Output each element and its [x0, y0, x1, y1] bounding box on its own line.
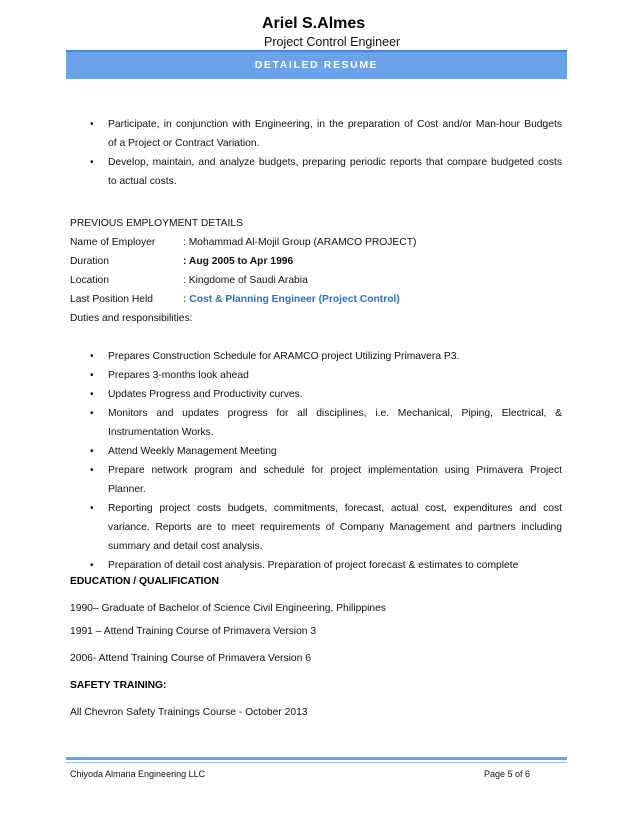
duty-line: Updates Progress and Productivity curves.	[108, 389, 303, 400]
bullet-icon: •	[90, 503, 94, 514]
employer-label: Name of Employer	[70, 237, 156, 248]
bullet-icon: •	[90, 446, 94, 457]
education-item: 2006- Attend Training Course of Primavera Version 6	[70, 653, 311, 664]
safety-item: All Chevron Safety Trainings Course - October 2013	[70, 707, 308, 718]
bullet-line: of a Project or Contract Variation.	[108, 138, 260, 149]
duty-line: Planner.	[108, 484, 146, 495]
employer-value: : Mohammad Al-Mojil Group (ARAMCO PROJECT)	[183, 237, 417, 248]
duty-line: summary and detail cost analysis.	[108, 541, 263, 552]
bullet-icon: •	[90, 408, 94, 419]
bullet-line: Develop, maintain, and analyze budgets, preparing periodic reports that compare budgeted costs	[108, 157, 562, 168]
duty-line: Prepare network program and schedule for project implementation using Primavera Project	[108, 465, 562, 476]
duty-line: Prepares 3-months look ahead	[108, 370, 249, 381]
footer-rule-thin	[66, 762, 567, 763]
position-label: Last Position Held	[70, 294, 153, 305]
bullet-icon: •	[90, 560, 94, 571]
banner-text: DETAILED RESUME	[254, 59, 379, 71]
education-item: 1990– Graduate of Bachelor of Science Civil Engineering, Philippines	[70, 603, 386, 614]
footer-rule	[66, 757, 567, 760]
bullet-icon: •	[90, 465, 94, 476]
education-item: 1991 – Attend Training Course of Primavera Version 3	[70, 626, 317, 637]
duty-line: Instrumentation Works.	[108, 427, 214, 438]
bullet-icon: •	[90, 157, 94, 168]
duty-line: Monitors and updates progress for all disciplines, i.e. Mechanical, Piping, Electrical, &	[108, 408, 562, 419]
location-label: Location	[70, 275, 109, 286]
bullet-line: to actual costs.	[108, 176, 177, 187]
bullet-icon: •	[90, 351, 94, 362]
safety-heading: SAFETY TRAINING:	[70, 680, 167, 691]
section-banner	[66, 50, 567, 79]
duties-label: Duties and responsibilities:	[70, 313, 193, 324]
footer-company: Chiyoda Almana Engineering LLC	[70, 769, 206, 779]
candidate-title: Project Control Engineer	[264, 35, 401, 49]
duty-line: Prepares Construction Schedule for ARAMCO project Utilizing Primavera P3.	[108, 351, 460, 362]
footer-page-number: Page 5 of 6	[484, 769, 531, 779]
duration-label: Duration	[70, 256, 109, 267]
duty-line: Attend Weekly Management Meeting	[108, 446, 277, 457]
employment-heading: PREVIOUS EMPLOYMENT DETAILS	[70, 218, 243, 229]
duration-value: : Aug 2005 to Apr 1996	[183, 256, 294, 267]
bullet-icon: •	[90, 119, 94, 130]
bullet-line: Participate, in conjunction with Engineering, in the preparation of Cost and/or Man-hour Budgets	[108, 119, 562, 130]
education-heading: EDUCATION / QUALIFICATION	[70, 576, 219, 587]
position-value: : Cost & Planning Engineer (Project Control)	[183, 294, 400, 305]
candidate-name: Ariel S.Almes	[262, 15, 366, 32]
duty-line: Preparation of detail cost analysis. Preparation of project forecast & estimates to complete	[108, 560, 519, 571]
location-value: : Kingdome of Saudi Arabia	[183, 275, 308, 286]
duty-line: variance. Reports are to meet requirements of Company Management and partners including	[108, 522, 562, 533]
bullet-icon: •	[90, 370, 94, 381]
duty-line: Reporting project costs budgets, commitments, forecast, actual cost, expenditures and cost	[108, 503, 562, 514]
bullet-icon: •	[90, 389, 94, 400]
